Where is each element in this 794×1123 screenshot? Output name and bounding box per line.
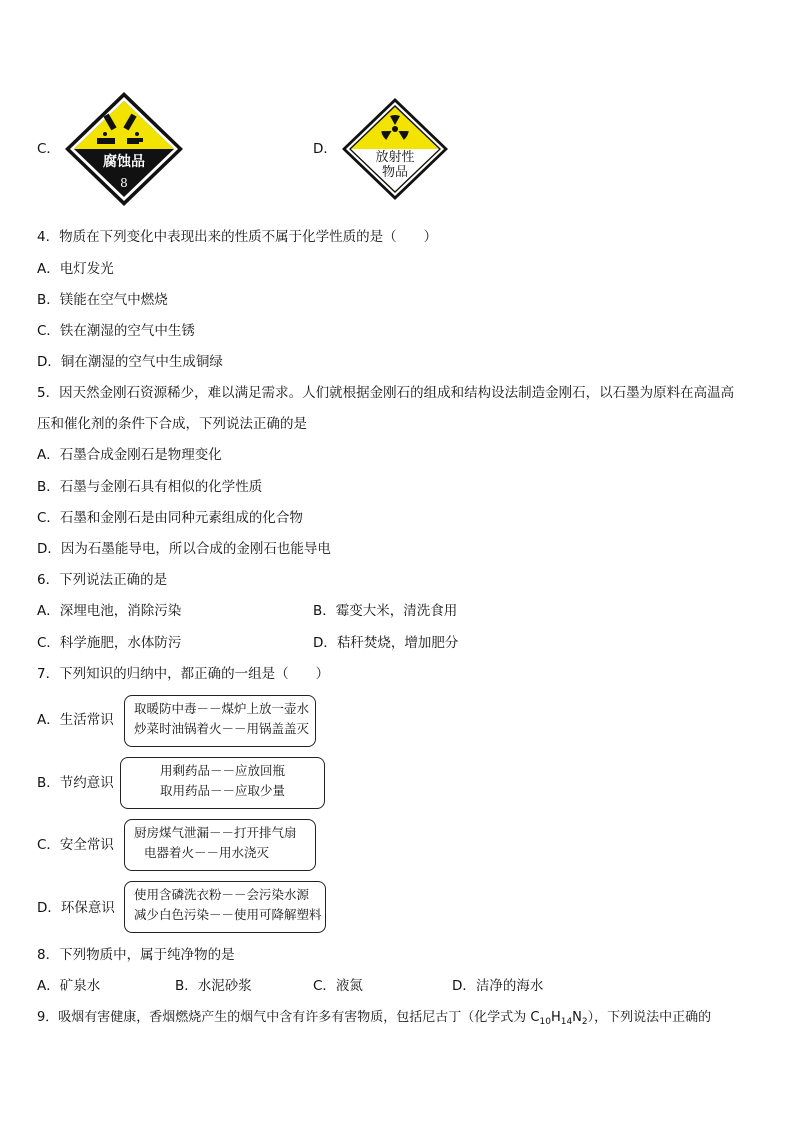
q7-option-c-label: C．安全常识: [37, 837, 114, 853]
q7-option-c-box: [124, 819, 316, 871]
q6-option-b: B．霉变大米，清洗食用: [313, 603, 458, 619]
q4-option-d: D．铜在潮湿的空气中生成铜绿: [37, 354, 223, 370]
q5-stem-line2: 压和催化剂的条件下合成，下列说法正确的是: [37, 416, 307, 432]
radioactive-label-line1: 放射性: [375, 150, 415, 165]
q7-option-b-line2: 取用药品－－应取少量: [159, 783, 285, 798]
q7-option-a-label: A．生活常识: [37, 712, 114, 728]
q7-option-d-line2: 减少白色污染－－使用可降解塑料: [134, 907, 322, 922]
q5-option-d: D．因为石墨能导电，所以合成的金刚石也能导电: [37, 541, 331, 557]
q7-option-b-label: B．节约意识: [37, 775, 114, 791]
corrosive-label: 腐蚀品: [103, 154, 145, 170]
q5-option-a: A．石墨合成金刚石是物理变化: [37, 447, 222, 463]
corrosive-class-number: 8: [120, 176, 128, 190]
radioactive-label-line2: 物品: [381, 165, 409, 180]
q6-stem: 6．下列说法正确的是: [37, 572, 168, 588]
q7-option-b-line1: 用剩药品－－应放回瓶: [159, 763, 285, 778]
q6-option-d: D．秸秆焚烧，增加肥分: [313, 635, 459, 651]
q4-option-c: C．铁在潮湿的空气中生锈: [37, 323, 195, 339]
q4-option-a: A．电灯发光: [37, 261, 114, 277]
q6-option-c: C．科学施肥，水体防污: [37, 635, 182, 651]
q7-option-c-line1: 厨房煤气泄漏－－打开排气扇: [134, 825, 297, 840]
q4-option-b: B．镁能在空气中燃烧: [37, 292, 168, 308]
q6-option-a: A．深埋电池，消除污染: [37, 603, 182, 619]
q7-option-a-line2: 炒菜时油锅着火－－用锅盖盖灭: [134, 721, 310, 736]
q7-option-c-line2: 电器着火－－用水浇灭: [144, 845, 270, 860]
q8-option-c: C．液氮: [313, 978, 363, 994]
q5-option-b: B．石墨与金刚石具有相似的化学性质: [37, 479, 263, 495]
q4-stem: 4．物质在下列变化中表现出来的性质不属于化学性质的是（ ）: [37, 229, 438, 245]
q8-option-a: A．矿泉水: [37, 978, 101, 994]
q7-option-d-line1: 使用含磷洗衣粉－－会污染水源: [134, 887, 310, 902]
q7-option-d-box: [124, 881, 326, 933]
q7-option-a-box: [124, 695, 316, 747]
q5-stem-line1: 5．因天然金刚石资源稀少，难以满足需求。人们就根据金刚石的组成和结构设法制造金刚石，以石墨为原料在高温高: [37, 385, 735, 401]
radioactive-sign: [340, 96, 450, 202]
q8-option-b: B．水泥砂浆: [175, 978, 252, 994]
q7-option-a-line1: 取暖防中毒－－煤炉上放一壶水: [134, 701, 310, 716]
q7-option-b-box: [120, 757, 325, 809]
q7-stem: 7．下列知识的归纳中，都正确的一组是（ ）: [37, 666, 330, 682]
q8-stem: 8．下列物质中，属于纯净物的是: [37, 947, 235, 963]
q8-option-d: D．洁净的海水: [452, 978, 544, 994]
q7-option-d-label: D．环保意识: [37, 900, 115, 916]
corrosive-sign: [63, 90, 185, 208]
option-c-letter: C．: [37, 141, 60, 157]
option-d-letter: D．: [313, 141, 337, 157]
q9-stem: 9．吸烟有害健康，香烟燃烧产生的烟气中含有许多有害物质，包括尼古丁（化学式为 $C_{10}H_{14}N_2$），下列说法中正确的: [37, 1010, 712, 1027]
q5-option-c: C．石墨和金刚石是由同种元素组成的化合物: [37, 510, 303, 526]
